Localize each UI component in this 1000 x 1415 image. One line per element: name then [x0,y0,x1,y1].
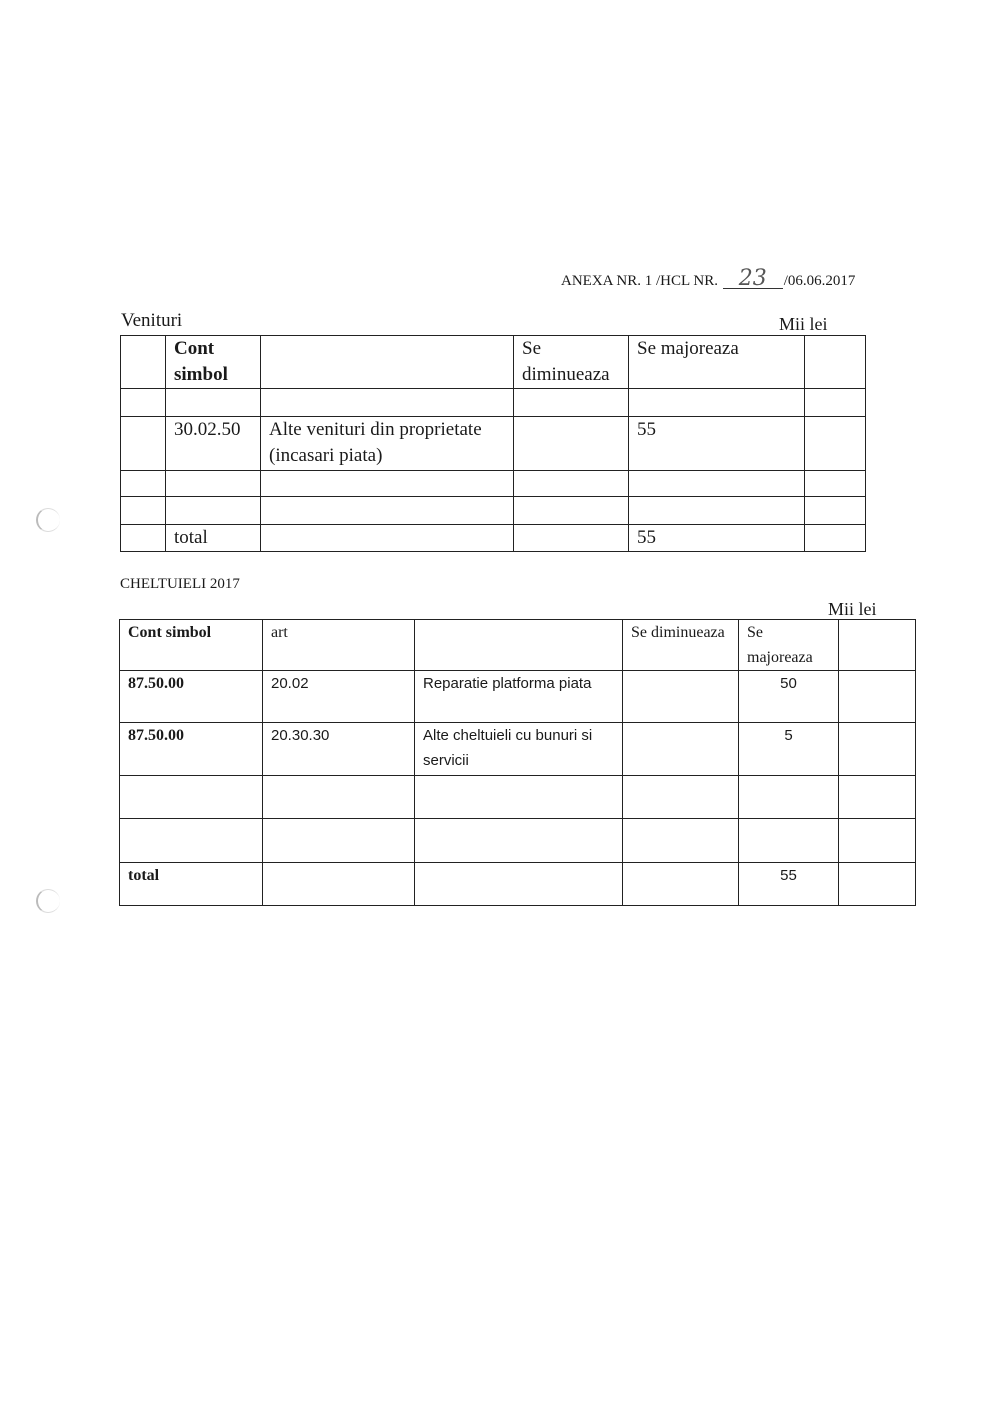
header-se-diminueaza: Se diminueaza [623,620,739,671]
row-majoreaza: 50 [739,671,839,723]
venituri-unit: Mii lei [779,314,828,334]
cheltuieli-unit: Mii lei [828,599,877,619]
venituri-total-value: 55 [629,525,805,552]
venituri-majoreaza: 55 [629,417,805,471]
punch-hole [36,889,60,913]
table-row [121,389,866,417]
venituri-table [120,335,866,552]
cheltuieli-title: CHELTUIELI 2017 [120,576,240,592]
venituri-total-label: total [166,525,261,552]
row-art: 20.02 [263,671,415,723]
table-row [120,723,916,776]
venituri-code: 30.02.50 [166,417,261,471]
handwritten-hcl-number: 23 [723,270,783,289]
venituri-description: Alte venituri din proprietate (incasari piata) [261,417,514,471]
venituri-header-row [121,336,866,389]
table-row [120,776,916,819]
punch-hole [36,508,60,532]
row-code: 87.50.00 [120,723,263,776]
cheltuieli-table [119,619,916,906]
table-row [121,417,866,471]
cheltuieli-total-value: 55 [739,863,839,906]
header-cont-simbol: Cont simbol [120,620,263,671]
row-art: 20.30.30 [263,723,415,776]
header-cont-simbol: Cont simbol [166,336,261,389]
cheltuieli-total-label: total [120,863,263,906]
header-art: art [263,620,415,671]
row-description: Reparatie platforma piata [415,671,623,723]
document-header [561,266,856,291]
header-se-diminueaza: Se diminueaza [514,336,629,389]
table-row [121,471,866,497]
table-row [120,671,916,723]
venituri-title: Venituri [121,310,183,331]
header-date: /06.06.2017 [783,273,856,289]
row-majoreaza: 5 [739,723,839,776]
row-description: Alte cheltuieli cu bunuri si servicii [415,723,623,776]
table-row [121,497,866,525]
header-se-majoreaza: Se majoreaza [739,620,839,671]
row-code: 87.50.00 [120,671,263,723]
cheltuieli-total-row [120,863,916,906]
header-se-majoreaza: Se majoreaza [629,336,805,389]
cheltuieli-header-row [120,620,916,671]
venituri-total-row [121,525,866,552]
table-row [120,819,916,863]
header-prefix: ANEXA NR. 1 /HCL NR. [561,273,718,289]
